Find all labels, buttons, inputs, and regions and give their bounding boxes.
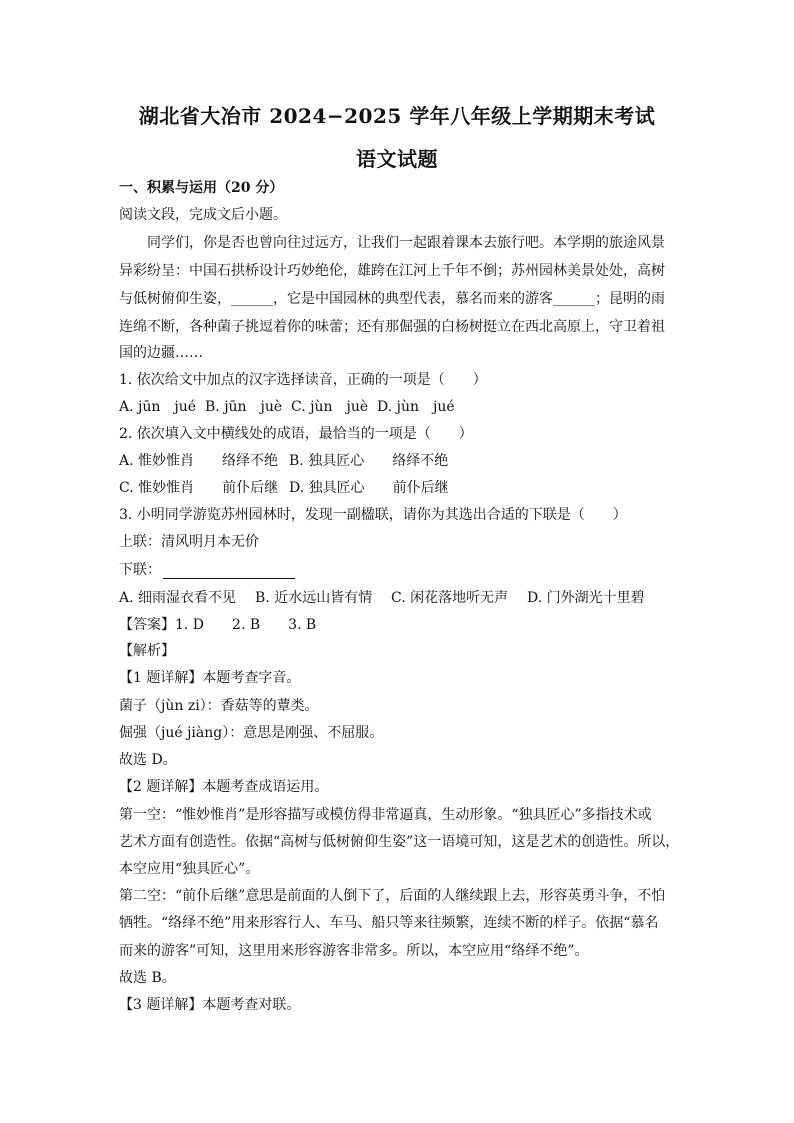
explanation-line: 第一空：“惟妙惟肖”是形容描写或模仿得非常逼真，生动形象。“独具匠心”多指技术或 xyxy=(119,807,652,823)
explanation-line: 而来的游客”可知，这里用来形容游客非常多。所以，本空应用“络绎不绝”。 xyxy=(119,943,589,959)
exam-subtitle: 语文试题 xyxy=(356,147,438,171)
explanation-line: 牺牲。“络绎不绝”用来形容行人、车马、船只等来往频繁，连续不断的样子。依据“慕名 xyxy=(119,915,659,931)
analysis-label: 【解析】 xyxy=(119,643,175,659)
explanation-line: 故选 B。 xyxy=(119,970,176,986)
option-a: A. 惟妙惟肖 络绎不绝 xyxy=(119,453,279,469)
answer-key: 【答案】1. D 2. B 3. B xyxy=(119,617,317,633)
option-c: C. 惟妙惟肖 前仆后继 xyxy=(119,480,279,496)
question-3-options xyxy=(119,589,679,607)
question-3-stem: 3. 小明同学游览苏州园林时，发现一副楹联，请你为其选出合适的下联是（ ） xyxy=(119,507,627,523)
explanation-line: 第二空：“前仆后继”意思是前面的人倒下了，后面的人继续跟上去，形容英勇斗争，不怕 xyxy=(119,888,666,904)
section-heading: 一、积累与运用（20 分） xyxy=(119,180,284,196)
couplet-lower xyxy=(119,561,679,579)
passage-line: 同学们，你是否也曾向往过远方，让我们一起跟着课本去旅行吧。本学期的旅途风景 xyxy=(147,235,665,251)
explanation-line: 【2 题详解】本题考查成语运用。 xyxy=(119,779,329,795)
option-c: C. 闲花落地听无声 xyxy=(391,590,509,606)
explanation-line: 本空应用“独具匠心”。 xyxy=(119,861,260,877)
option-c: C. jùn juè xyxy=(291,399,369,415)
question-2-stem: 2. 依次填入文中横线处的成语，最恰当的一项是（ ） xyxy=(119,426,473,442)
couplet-upper: 上联：清风明月本无价 xyxy=(119,534,259,550)
couplet-lower-label: 下联： xyxy=(119,562,161,578)
passage-line: 与低树俯仰生姿，______，它是中国园林的典型代表，慕名而来的游客______；昆明的雨 xyxy=(119,291,665,307)
explanation-line: 菌子（jùn zi）：香菇等的蕈类。 xyxy=(119,698,319,714)
question-2-options xyxy=(119,452,679,470)
passage-line: 国的边疆…… xyxy=(119,345,203,361)
passage-line: 连绵不断，各种菌子挑逗着你的味蕾；还有那倔强的白杨树挺立在西北高原上，守卫着祖 xyxy=(119,319,665,335)
question-2-options xyxy=(119,479,679,497)
option-a: A. 细雨湿衣看不见 xyxy=(119,590,237,606)
passage-line: 异彩纷呈：中国石拱桥设计巧妙绝伦，雄跨在江河上千年不倒；苏州园林美景处处，高树 xyxy=(119,263,665,279)
exam-title: 湖北省大冶市 2024−2025 学年八年级上学期期末考试 xyxy=(138,104,656,128)
question-1-stem: 1. 依次给文中加点的汉字选择读音，正确的一项是（ ） xyxy=(119,372,487,388)
option-d: D. 独具匠心 前仆后继 xyxy=(289,480,449,496)
answer-blank xyxy=(163,564,295,579)
option-b: B. jūn juè xyxy=(205,399,283,415)
option-d: D. jùn jué xyxy=(377,399,455,415)
explanation-line: 【3 题详解】本题考查对联。 xyxy=(119,997,301,1013)
explanation-line: 【1 题详解】本题考查字音。 xyxy=(119,670,301,686)
option-a: A. jūn jué xyxy=(119,399,197,415)
question-1-options xyxy=(119,398,679,416)
option-b: B. 独具匠心 络绎不绝 xyxy=(289,453,449,469)
instruction: 阅读文段，完成文后小题。 xyxy=(119,207,287,223)
option-b: B. 近水远山皆有情 xyxy=(255,590,373,606)
explanation-line: 倔强（jué jiàng）：意思是刚强、不屈服。 xyxy=(119,725,384,741)
explanation-line: 故选 D。 xyxy=(119,752,177,768)
explanation-line: 艺术方面有创造性。依据“高树与低树俯仰生姿”这一语境可知，这是艺术的创造性。所以， xyxy=(119,834,680,850)
option-d: D. 门外湖光十里碧 xyxy=(527,590,645,606)
